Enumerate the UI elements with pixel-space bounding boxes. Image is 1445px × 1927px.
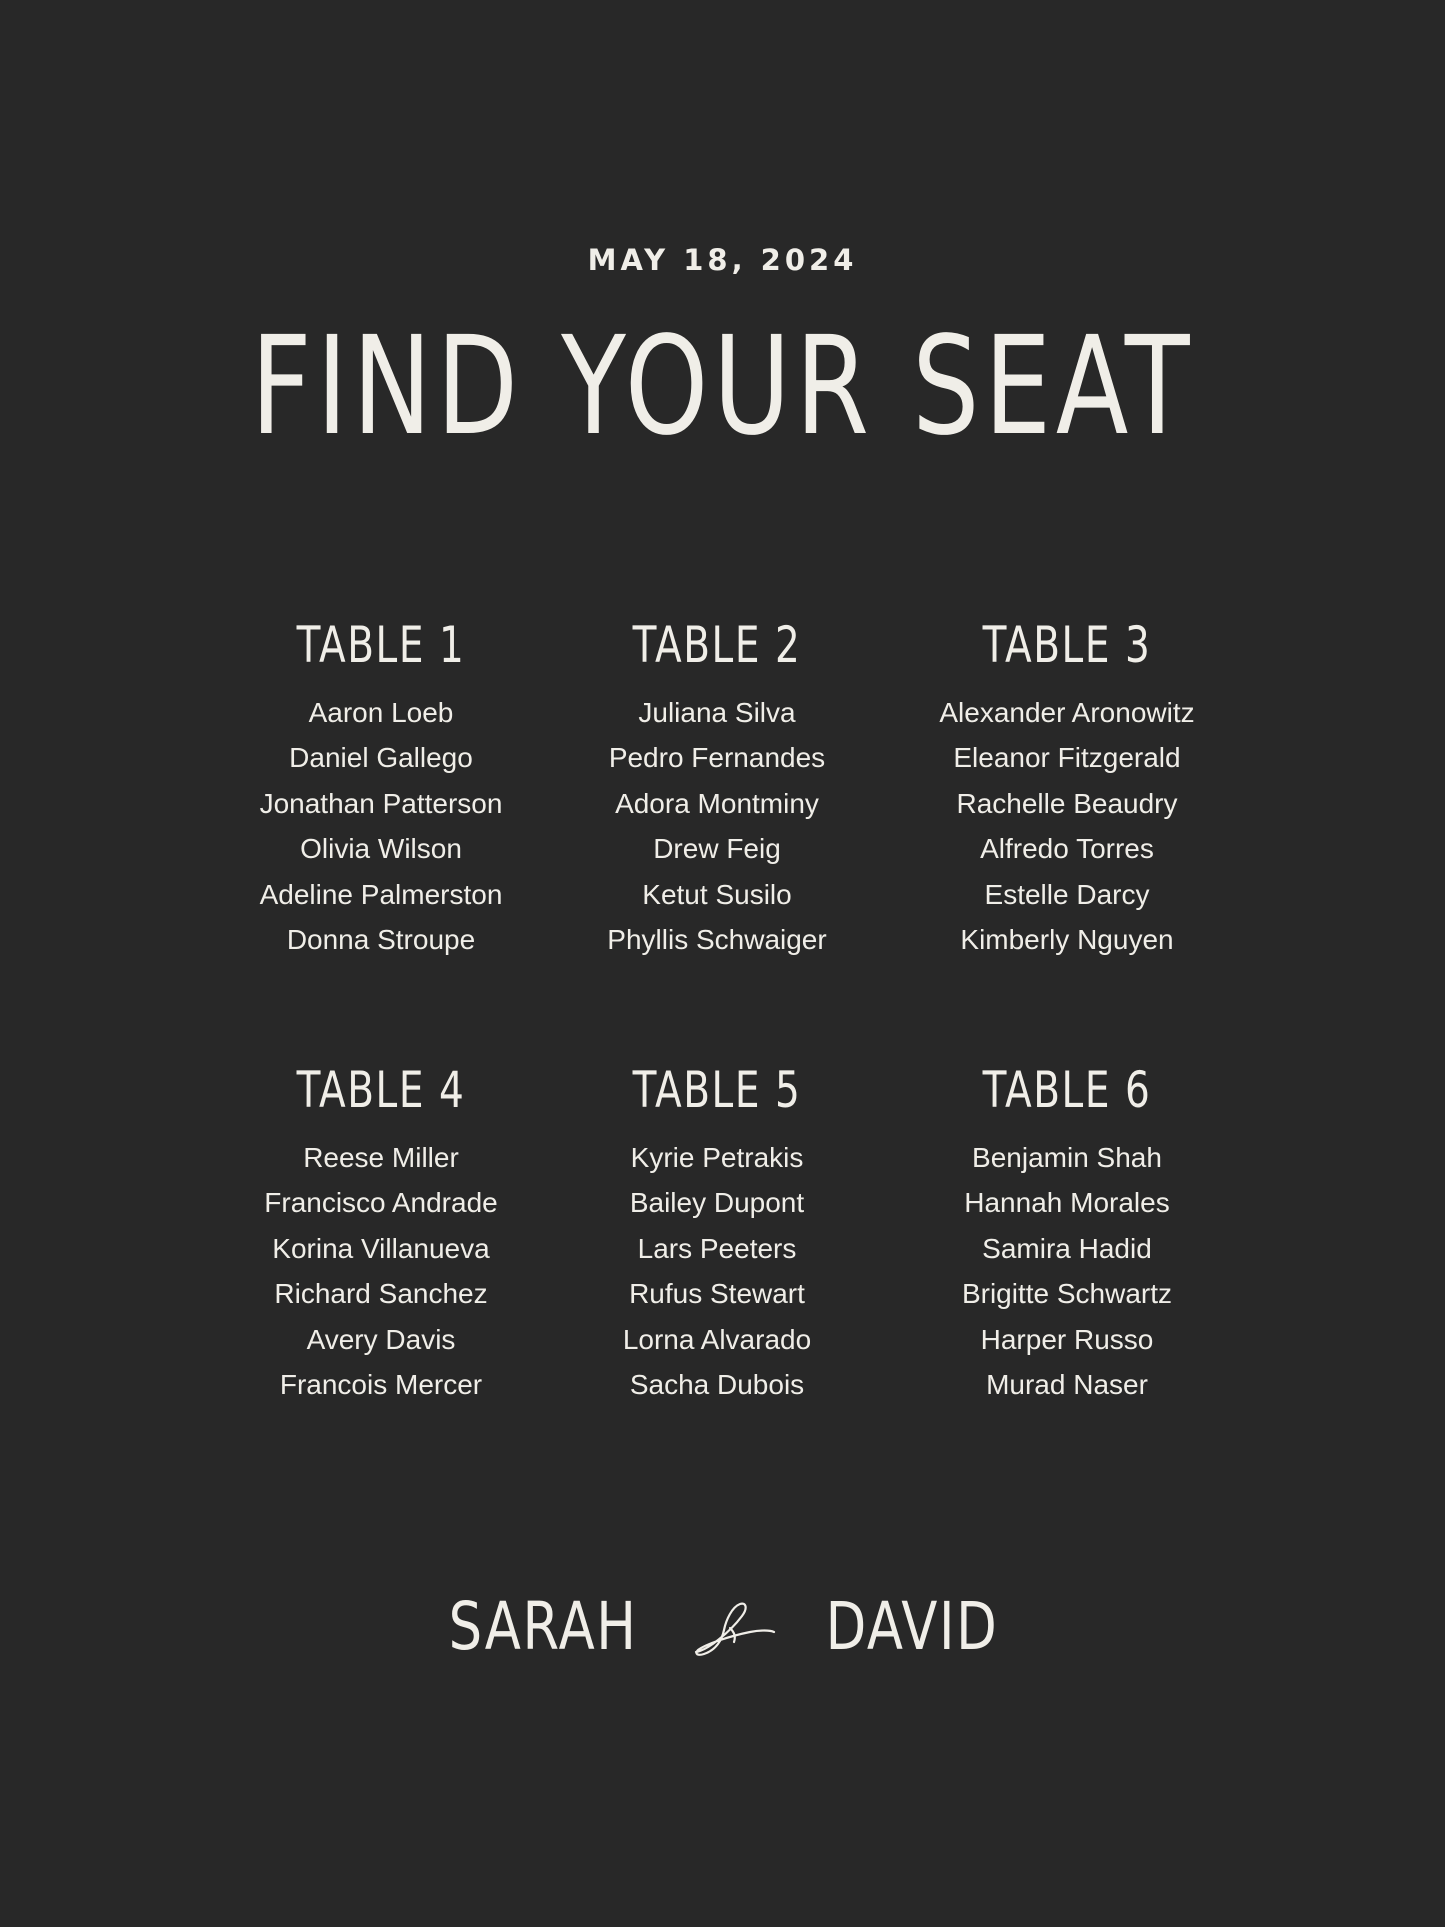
event-date: MAY 18, 2024 [587,243,858,277]
partner-name-right: DAVID [825,1588,999,1665]
table-heading: TABLE 5 [632,1061,802,1119]
guest-name: Alfredo Torres [980,833,1154,865]
page-title: FIND YOUR SEAT [250,308,1195,466]
guest-list [547,1135,887,1407]
guest-name: Samira Hadid [982,1232,1152,1264]
guest-name: Bailey Dupont [629,1187,805,1219]
guest-name: Sacha Dubois [629,1369,805,1401]
guest-name: Kimberly Nguyen [960,924,1174,956]
table-heading: TABLE 1 [296,616,466,674]
guest-name: Reese Miller [303,1142,459,1173]
table-block-2 [547,610,887,1055]
guest-name: Kyrie Petrakis [630,1142,804,1173]
table-block-6 [897,1055,1237,1475]
guest-name: Rufus Stewart [629,1278,805,1310]
guest-name: Francisco Andrade [264,1187,498,1219]
guest-name: Estelle Darcy [984,878,1150,910]
couple-names [0,1582,1445,1672]
guest-name: Lars Peeters [637,1232,797,1264]
partner-name-left: SARAH [448,1588,638,1665]
guest-name: Jonathan Patterson [259,787,503,819]
table-heading: TABLE 3 [982,616,1152,674]
table-block-4 [225,1055,537,1475]
guest-name: Rachelle Beaudry [956,787,1178,819]
guest-name: Richard Sanchez [274,1278,488,1310]
guest-name: Olivia Wilson [300,833,462,865]
table-block-5 [547,1055,887,1475]
table-block-3 [897,610,1237,1055]
guest-name: Daniel Gallego [289,742,473,774]
guest-list [897,690,1237,962]
guest-name: Lorna Alvarado [622,1323,812,1355]
table-heading: TABLE 4 [296,1061,466,1119]
guest-name: Pedro Fernandes [608,742,826,774]
guest-name: Adeline Palmerston [259,878,503,910]
guest-name: Aaron Loeb [308,697,454,728]
guest-name: Phyllis Schwaiger [607,924,827,956]
guest-list [897,1135,1237,1407]
guest-name: Korina Villanueva [272,1232,490,1264]
tables-grid [225,610,1235,1475]
guest-name: Ketut Susilo [642,878,792,910]
guest-name: Benjamin Shah [972,1142,1162,1173]
guest-name: Eleanor Fitzgerald [953,742,1181,774]
guest-list [225,1135,537,1407]
guest-name: Murad Naser [986,1369,1148,1401]
table-block-1 [225,610,537,1055]
guest-name: Alexander Aronowitz [939,697,1195,728]
guest-name: Donna Stroupe [286,924,476,956]
guest-name: Juliana Silva [638,697,796,728]
guest-name: Brigitte Schwartz [961,1278,1173,1310]
guest-name: Drew Feig [653,833,781,865]
guest-name: Hannah Morales [964,1187,1170,1219]
guest-name: Adora Montminy [615,787,819,819]
guest-name: Avery Davis [306,1323,456,1355]
guest-name: Harper Russo [980,1323,1154,1355]
table-heading: TABLE 2 [632,616,802,674]
guest-list [547,690,887,962]
guest-list [225,690,537,962]
script-ampersand-icon [690,1592,776,1662]
guest-name: Francois Mercer [279,1369,483,1401]
table-heading: TABLE 6 [982,1061,1152,1119]
